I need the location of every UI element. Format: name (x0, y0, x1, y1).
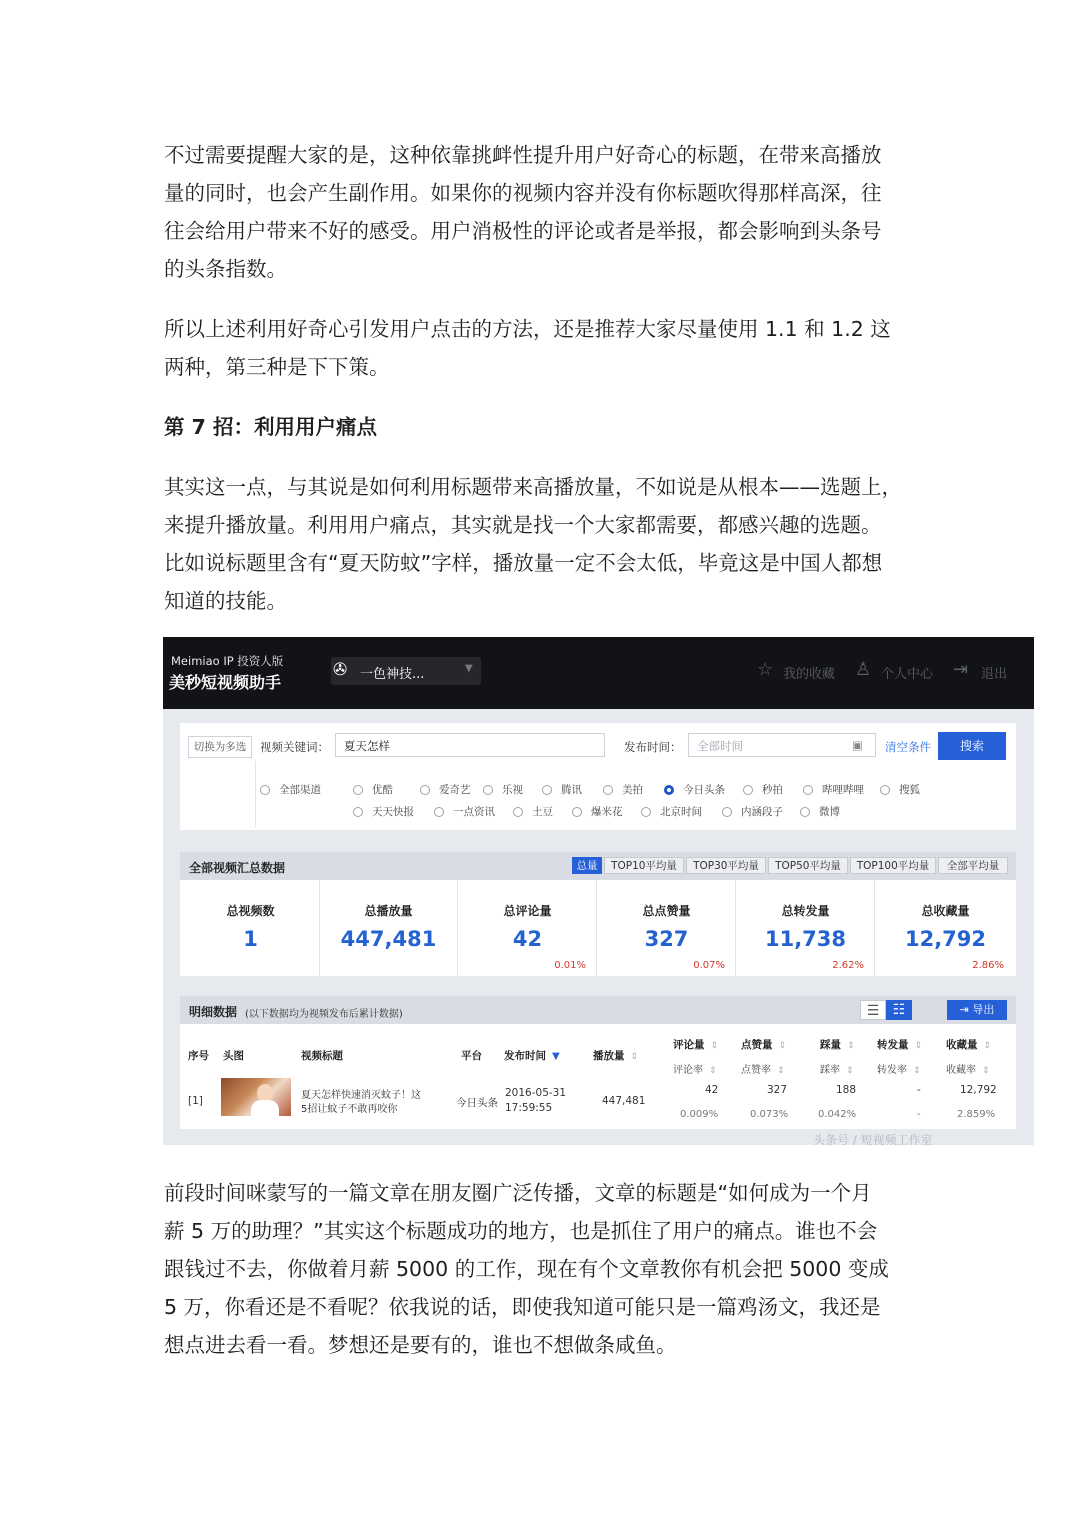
detail-note: (以下数据均为视频发布后累计数据) (245, 1009, 403, 1020)
video-title-line-1[interactable]: 夏天怎样快速消灭蚊子！这 (301, 1090, 421, 1101)
radio-label: 内涵段子 (741, 806, 783, 818)
sort-icon[interactable]: ⇕ (630, 1052, 639, 1062)
sort-icon[interactable]: ⇕ (914, 1041, 923, 1051)
col-favorite-rate[interactable] (946, 1061, 990, 1076)
radio-circle-icon[interactable] (434, 807, 444, 817)
text-line: 量的同时，也会产生副作用。如果你的视频内容并没有你标题吹得那样高深，往 (164, 181, 882, 205)
keyword-input[interactable]: 夏天怎样 (335, 733, 605, 757)
user-icon: ♙ (855, 659, 872, 680)
col-label: 转发率 (877, 1065, 907, 1076)
detail-table (180, 1024, 1016, 1129)
radio-circle-icon[interactable] (353, 785, 363, 795)
row-time: 17:59:55 (505, 1102, 553, 1114)
detail-title: 明细数据 (189, 1005, 238, 1019)
detail-header (180, 996, 1016, 1024)
radio-circle-icon[interactable] (641, 807, 651, 817)
col-label: 收藏量 (946, 1039, 978, 1051)
text-line: 往会给用户带来不好的感受。用户消极性的评论或者是举报，都会影响到头条号 (164, 219, 882, 243)
col-label: 踩量 (820, 1039, 841, 1051)
radio-circle-icon[interactable] (664, 785, 674, 795)
sort-icon[interactable]: ⇕ (710, 1041, 719, 1051)
search-button[interactable]: 搜索 (938, 732, 1006, 760)
col-publish-time[interactable] (504, 1048, 560, 1063)
col-favorites[interactable] (946, 1037, 991, 1052)
platform-radio[interactable] (420, 782, 471, 797)
radio-label: 搜狐 (899, 784, 920, 796)
stat-label: 总点赞量 (642, 904, 691, 918)
sort-icon[interactable]: ⇕ (709, 1066, 717, 1076)
radio-label: 秒拍 (762, 784, 783, 796)
col-plays[interactable] (593, 1048, 638, 1063)
nav-favorites[interactable]: 我的收藏 (783, 667, 836, 682)
col-likes[interactable] (741, 1037, 786, 1052)
thumbnail-figure (251, 1100, 279, 1116)
row-plays: 447,481 (602, 1095, 646, 1107)
radio-label: 土豆 (532, 806, 553, 818)
platform-radio[interactable] (572, 804, 623, 819)
radio-label: 北京时间 (660, 806, 702, 818)
list-view-icon[interactable]: ☰ (860, 1000, 886, 1020)
row-shares: - (917, 1084, 921, 1096)
sort-icon[interactable]: ⇕ (982, 1066, 990, 1076)
platform-radio[interactable] (603, 782, 643, 797)
paragraph-side-effects (164, 136, 924, 288)
row-platform: 今日头条 (456, 1097, 498, 1109)
platform-radio[interactable] (353, 804, 414, 819)
col-cover: 头图 (223, 1050, 244, 1062)
row-share-rate: - (917, 1109, 921, 1120)
sort-icon[interactable]: ⇕ (847, 1041, 855, 1051)
video-thumbnail[interactable] (221, 1078, 291, 1116)
star-icon: ☆ (757, 659, 774, 680)
row-favorite-rate: 2.859% (957, 1109, 996, 1120)
row-likes: 327 (767, 1084, 788, 1096)
platform-radio[interactable] (800, 804, 840, 819)
col-share-rate[interactable] (877, 1061, 921, 1076)
platform-radio[interactable] (483, 782, 523, 797)
col-label: 点赞率 (741, 1065, 771, 1076)
radio-label: 爆米花 (591, 806, 623, 818)
sort-icon[interactable]: ⇕ (778, 1041, 787, 1051)
row-dislike-rate: 0.042% (818, 1109, 857, 1120)
text-line: 薪 5 万的助理？”其实这个标题成功的地方，也是抓住了用户的痛点。谁也不会 (164, 1219, 878, 1243)
brand-subtitle: Meimiao IP 投资人版 (171, 654, 284, 668)
text-line: 跟钱过不去，你做着月薪 5000 的工作，现在有个文章教你有机会把 5000 变成 (164, 1257, 889, 1281)
radio-circle-icon[interactable] (542, 785, 552, 795)
radio-label: 今日头条 (683, 784, 725, 796)
account-name: 一色神技... (360, 667, 425, 682)
stat-total-plays (320, 880, 458, 976)
radio-circle-icon[interactable] (572, 807, 582, 817)
radio-circle-icon[interactable] (803, 785, 813, 795)
text-line: 所以上述利用好奇心引发用户点击的方法，还是推荐大家尽量使用 1.1 和 1.2 这 (164, 317, 891, 341)
stat-percent: 2.62% (832, 960, 864, 971)
video-title-line-2[interactable]: 5招让蚊子不敢再咬你 (301, 1104, 398, 1115)
stat-value: 12,792 (904, 927, 987, 951)
text-line: 比如说标题里含有“夏天防蚊”字样，播放量一定不会太低，毕竟这是中国人都想 (164, 551, 883, 575)
radio-circle-icon[interactable] (743, 785, 753, 795)
tab-all-average[interactable]: 全部平均量 (938, 857, 1008, 874)
col-index: 序号 (188, 1050, 209, 1062)
app-topbar (163, 637, 1034, 709)
stat-total-comments (459, 880, 597, 976)
col-like-rate[interactable] (741, 1061, 785, 1076)
tab-top30[interactable]: TOP30平均量 (686, 857, 766, 874)
sort-icon[interactable]: ⇕ (777, 1066, 785, 1076)
platform-radio[interactable] (513, 804, 553, 819)
embedded-app-screenshot (163, 637, 1034, 1145)
col-label: 播放量 (593, 1050, 625, 1062)
col-dislike-rate[interactable] (820, 1061, 854, 1076)
col-label: 转发量 (877, 1039, 909, 1051)
chevron-down-icon: ▼ (465, 663, 473, 674)
logout-icon: ⇥ (953, 659, 969, 680)
paragraph-recommendation (164, 310, 924, 386)
text-line: 前段时间咪蒙写的一篇文章在朋友圈广泛传播，文章的标题是“如何成为一个月 (164, 1181, 872, 1205)
row-dislikes: 188 (836, 1084, 857, 1096)
radio-circle-icon[interactable] (722, 807, 732, 817)
clear-filters-link[interactable]: 清空条件 (885, 740, 931, 754)
stat-total-videos (182, 880, 320, 976)
row-index: [1] (188, 1095, 203, 1107)
radio-circle-icon[interactable] (513, 807, 523, 817)
row-favorites: 12,792 (960, 1084, 997, 1096)
radio-label: 美拍 (622, 784, 643, 796)
filter-panel (180, 723, 1016, 830)
stat-label: 总播放量 (364, 904, 413, 918)
text-line: 的头条指数。 (164, 257, 287, 281)
radio-label: 腾讯 (561, 784, 582, 796)
radio-label: 乐视 (502, 784, 523, 796)
radio-label: 一点资讯 (453, 806, 495, 818)
radio-label: 哔哩哔哩 (822, 784, 864, 796)
multi-select-toggle[interactable]: 切换为多选 (188, 736, 252, 758)
col-label: 收藏率 (946, 1065, 976, 1076)
stat-total-favorites (877, 880, 1014, 976)
sort-desc-icon[interactable]: ▼ (552, 1051, 560, 1062)
radio-circle-icon[interactable] (483, 785, 493, 795)
row-date: 2016-05-31 (505, 1087, 567, 1099)
summary-stats (180, 880, 1016, 976)
platform-radio[interactable] (542, 782, 582, 797)
calendar-icon: ▣ (852, 738, 863, 752)
tab-top50[interactable]: TOP50平均量 (768, 857, 848, 874)
col-platform: 平台 (461, 1050, 482, 1062)
stat-value: 447,481 (340, 927, 437, 951)
nav-logout[interactable]: 退出 (981, 667, 1008, 682)
sort-icon[interactable]: ⇕ (846, 1066, 854, 1076)
stat-label: 总视频数 (226, 904, 275, 918)
col-label: 点赞量 (741, 1039, 773, 1051)
col-label: 踩率 (820, 1065, 840, 1076)
stat-percent: 0.01% (554, 960, 586, 971)
radio-circle-icon[interactable] (880, 785, 890, 795)
export-button[interactable]: ⇥ 导出 (947, 1000, 1007, 1020)
tab-total[interactable]: 总量 (572, 857, 602, 874)
col-shares[interactable] (877, 1037, 922, 1052)
section-heading: 第 7 招：利用用户痛点 (164, 415, 378, 439)
time-input[interactable]: 全部时间 (688, 733, 876, 757)
stat-total-likes (598, 880, 736, 976)
paragraph-mimeng-example (164, 1174, 924, 1364)
row-comment-rate: 0.009% (680, 1109, 719, 1120)
text-line: 想点进去看一看。梦想还是要有的，谁也不想做条咸鱼。 (164, 1333, 677, 1357)
stat-value: 327 (644, 927, 689, 951)
radio-circle-icon[interactable] (353, 807, 363, 817)
radio-circle-icon[interactable] (260, 785, 270, 795)
stat-percent: 0.07% (693, 960, 725, 971)
nav-profile[interactable]: 个人中心 (881, 667, 934, 682)
text-line: 不过需要提醒大家的是，这种依靠挑衅性提升用户好奇心的标题，在带来高播放 (164, 143, 882, 167)
radio-label: 优酷 (372, 784, 393, 796)
radio-label: 天天快报 (372, 806, 414, 818)
stat-percent: 2.86% (972, 960, 1004, 971)
detail-view-icon[interactable]: ☷ (886, 1000, 912, 1020)
radio-circle-icon[interactable] (420, 785, 430, 795)
keyword-label: 视频关键词： (260, 740, 329, 754)
stat-label: 总转发量 (781, 904, 830, 918)
stat-value: 42 (512, 927, 543, 951)
text-line: 5 万，你看还是不看呢？依我说的话，即使我知道可能只是一篇鸡汤文，我还是 (164, 1295, 881, 1319)
radio-circle-icon[interactable] (603, 785, 613, 795)
platform-radio[interactable] (743, 782, 783, 797)
stat-total-shares (737, 880, 875, 976)
platform-radio[interactable] (803, 782, 864, 797)
col-dislikes[interactable] (820, 1037, 855, 1052)
summary-title: 全部视频汇总数据 (189, 861, 286, 875)
radio-label: 爱奇艺 (439, 784, 471, 796)
watermark: 头条号 / 短视频工作室 (813, 1133, 933, 1145)
time-label: 发布时间： (624, 740, 682, 754)
row-comments: 42 (705, 1084, 719, 1096)
platform-radio[interactable] (353, 782, 393, 797)
paragraph-pain-points (164, 468, 924, 620)
platform-radio[interactable] (722, 804, 783, 819)
platform-radio[interactable] (260, 782, 321, 797)
film-reel-icon: ✇ (333, 660, 348, 680)
summary-header (180, 852, 1016, 880)
row-like-rate: 0.073% (750, 1109, 789, 1120)
stat-label: 总收藏量 (921, 904, 970, 918)
platform-radio[interactable] (434, 804, 495, 819)
text-line: 两种，第三种是下下策。 (164, 355, 390, 379)
tab-top100[interactable]: TOP100平均量 (850, 857, 936, 874)
radio-label: 微博 (819, 806, 840, 818)
col-label: 评论率 (673, 1065, 703, 1076)
platform-radio[interactable] (641, 804, 702, 819)
col-comment-rate[interactable] (673, 1061, 717, 1076)
stat-label: 总评论量 (503, 904, 552, 918)
tab-top10[interactable]: TOP10平均量 (604, 857, 684, 874)
radio-label: 全部渠道 (279, 784, 321, 796)
sort-icon[interactable]: ⇕ (983, 1041, 992, 1051)
brand-title: 美秒短视频助手 (169, 673, 282, 692)
platform-radio[interactable] (664, 782, 725, 797)
col-label: 评论量 (673, 1039, 705, 1051)
radio-circle-icon[interactable] (800, 807, 810, 817)
col-label: 发布时间 (504, 1050, 546, 1062)
stat-value: 11,738 (764, 927, 847, 951)
divider (255, 761, 256, 827)
export-label: 导出 (972, 1003, 995, 1016)
col-title: 视频标题 (301, 1050, 343, 1062)
platform-radio[interactable] (880, 782, 920, 797)
col-comments[interactable] (673, 1037, 718, 1052)
text-line: 来提升播放量。利用用户痛点，其实就是找一个大家都需要，都感兴趣的选题。 (164, 513, 882, 537)
text-line: 其实这一点，与其说是如何利用标题带来高播放量，不如说是从根本——选题上， (164, 475, 902, 499)
text-line: 知道的技能。 (164, 589, 287, 613)
sort-icon[interactable]: ⇕ (913, 1066, 921, 1076)
stat-value: 1 (243, 927, 258, 951)
